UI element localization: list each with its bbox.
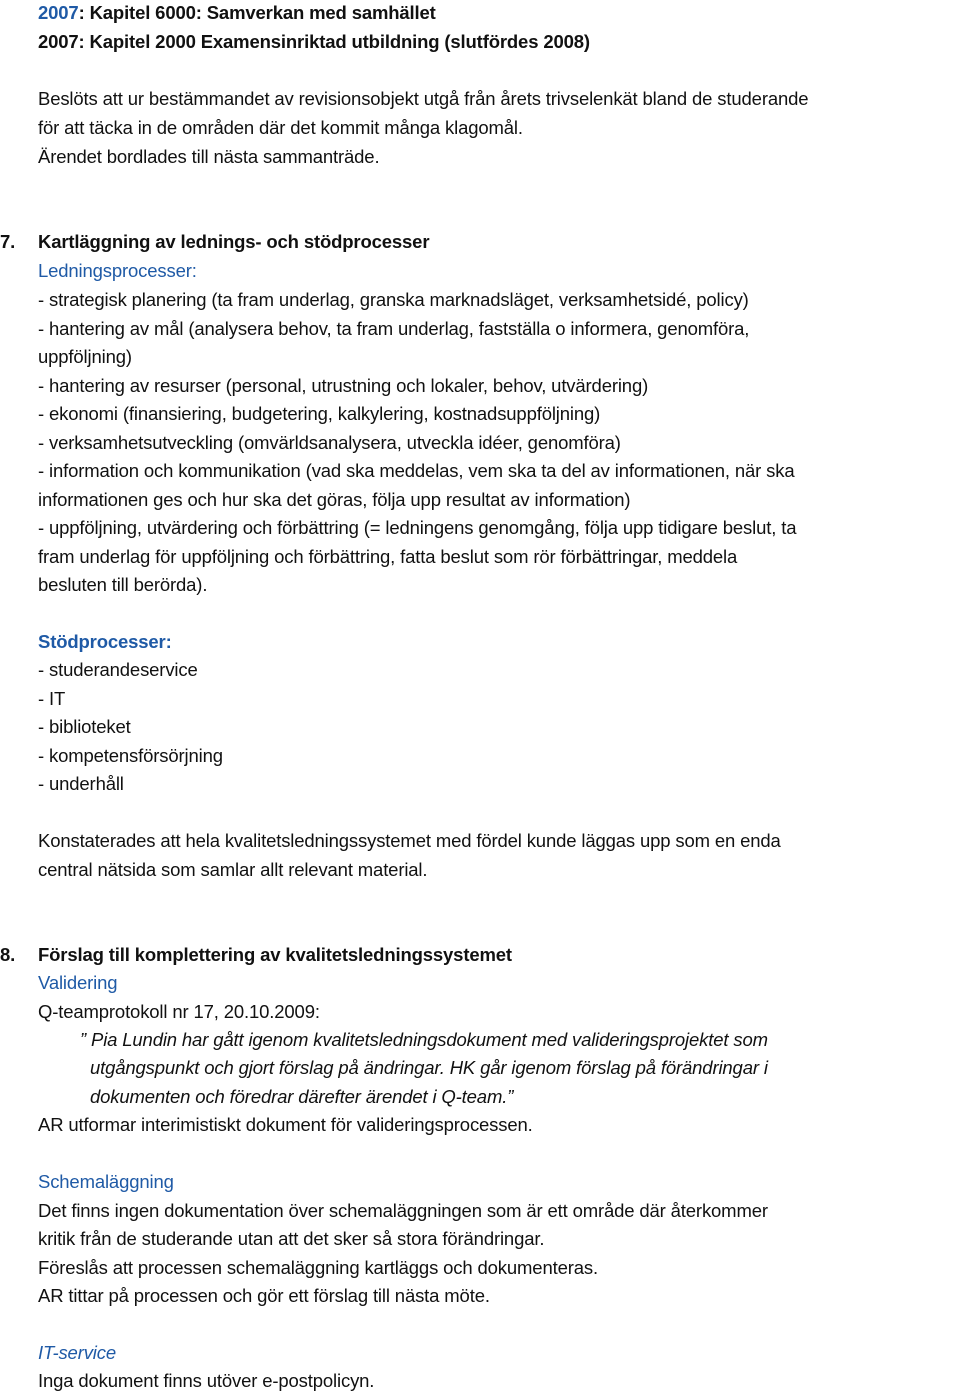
section-8-title: Förslag till komplettering av kvalitetsledningssystemet bbox=[38, 944, 512, 965]
ledning-line: - information och kommunikation (vad ska meddelas, vem ska ta del av informationen, när ska bbox=[38, 460, 795, 481]
ledning-heading: Ledningsprocesser: bbox=[38, 260, 197, 281]
ledning-line: besluten till berörda). bbox=[38, 574, 208, 595]
ledning-line: fram underlag för uppföljning och förbättring, fatta beslut som rör förbättringar, meddela bbox=[38, 546, 738, 567]
section-8-number: 8. bbox=[0, 944, 16, 965]
para1-line-1: Beslöts att ur bestämmandet av revisionsobjekt utgå från årets trivselenkät bland de studerande bbox=[38, 88, 809, 109]
quote-line: ” Pia Lundin har gått igenom kvalitetsledningsdokument med valideringsprojektet som bbox=[80, 1029, 768, 1050]
stod-item: - underhåll bbox=[38, 773, 124, 794]
validering-heading: Validering bbox=[38, 972, 118, 993]
stod-item: - IT bbox=[38, 688, 66, 709]
year-2007: 2007 bbox=[38, 2, 79, 23]
it-line: Inga dokument finns utöver e-postpolicyn. bbox=[38, 1370, 375, 1391]
ledning-line: - ekonomi (finansiering, budgetering, kalkylering, kostnadsuppföljning) bbox=[38, 403, 601, 424]
stod-item: - studerandeservice bbox=[38, 659, 198, 680]
conclusion-line: central nätsida som samlar allt relevant material. bbox=[38, 859, 428, 880]
protocol-line: Q-teamprotokoll nr 17, 20.10.2009: bbox=[38, 1001, 320, 1022]
ledning-line: - uppföljning, utvärdering och förbättring (= ledningens genomgång, följa upp tidigare beslut, ta bbox=[38, 517, 797, 538]
ledning-line: - hantering av mål (analysera behov, ta fram underlag, fastställa o informera, genomföra, bbox=[38, 318, 750, 339]
section-7-title: Kartläggning av lednings- och stödprocesser bbox=[38, 231, 430, 252]
section-7-number: 7. bbox=[0, 231, 16, 252]
schema-line: AR tittar på processen och gör ett förslag till nästa möte. bbox=[38, 1285, 490, 1306]
schema-line: Föreslås att processen schemaläggning kartläggs och dokumenteras. bbox=[38, 1257, 598, 1278]
kapitel-6000-line: 2007: Kapitel 6000: Samverkan med samhället bbox=[38, 2, 436, 23]
ledning-line: - strategisk planering (ta fram underlag, granska marknadsläget, verksamhetsidé, policy) bbox=[38, 289, 749, 310]
para1-line-3: Ärendet bordlades till nästa sammanträde. bbox=[38, 146, 380, 167]
quote-line: utgångspunkt och gjort förslag på ändringar. HK går igenom förslag på förändringar i bbox=[90, 1057, 768, 1078]
ar-line: AR utformar interimistiskt dokument för valideringsprocessen. bbox=[38, 1114, 533, 1135]
quote-line: dokumenten och föredrar därefter ärendet i Q-team.” bbox=[90, 1086, 514, 1107]
schema-heading: Schemaläggning bbox=[38, 1171, 174, 1192]
ledning-line: informationen ges och hur ska det göras, följa upp resultat av information) bbox=[38, 489, 631, 510]
it-service-heading: IT-service bbox=[38, 1342, 117, 1363]
stod-item: - biblioteket bbox=[38, 716, 131, 737]
stod-heading: Stödprocesser: bbox=[38, 631, 172, 652]
stod-item: - kompetensförsörjning bbox=[38, 745, 223, 766]
conclusion-line: Konstaterades att hela kvalitetsledningssystemet med fördel kunde läggas upp som en enda bbox=[38, 830, 781, 851]
kapitel-2000-line: 2007: Kapitel 2000 Examensinriktad utbildning (slutfördes 2008) bbox=[38, 31, 590, 52]
ledning-line: - hantering av resurser (personal, utrustning och lokaler, behov, utvärdering) bbox=[38, 375, 649, 396]
schema-line: kritik från de studerande utan att det sker så stora förändringar. bbox=[38, 1228, 545, 1249]
schema-line: Det finns ingen dokumentation över schemaläggningen som är ett område där återkommer bbox=[38, 1200, 768, 1221]
ledning-line: - verksamhetsutveckling (omvärldsanalysera, utveckla idéer, genomföra) bbox=[38, 432, 621, 453]
para1-line-2: för att täcka in de områden där det kommit många klagomål. bbox=[38, 117, 523, 138]
ledning-line: uppföljning) bbox=[38, 346, 132, 367]
